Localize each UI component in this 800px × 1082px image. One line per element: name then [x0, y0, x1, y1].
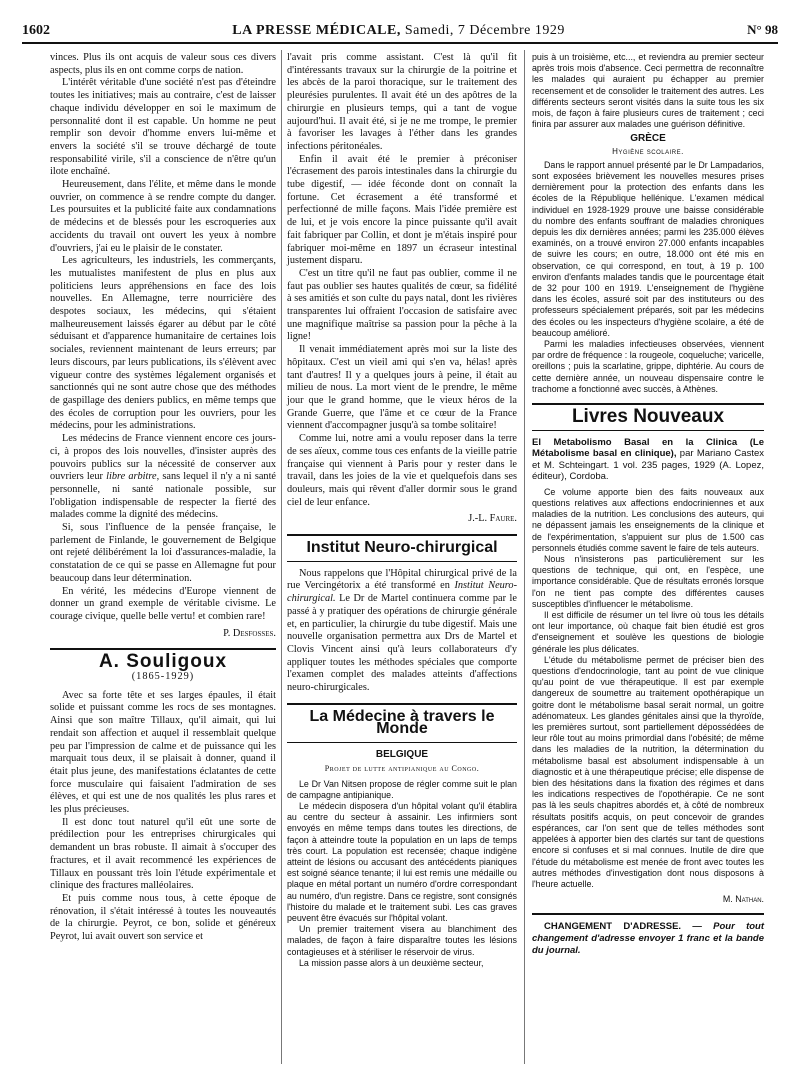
paragraph: Il est donc tout naturel qu'il eût une sorte de prédilection pour les entreprises chirurgicales qui demandent un bras robuste. Il aimait à s'occuper des fractures, et il avait recommencé les expériences de Tillaux en poussant très loin l'étude expérimentale et clinique des fractures malléolaires. [50, 816, 276, 892]
paragraph [287, 568, 517, 695]
journal-header [232, 23, 565, 39]
country-subheading: Projet de lutte antipianique au Congo. [324, 763, 480, 773]
paragraph: C'est un titre qu'il ne faut pas oublier, comme il ne faut pas oublier ses hautes qualités de cœur, sa fidélité à ses amitiés et son culte du pays natal, dont les rivières transparentes lui offraient l'occasion de satisfaire avec une magnifique maîtrise sa passion pour la pêche à la ligne! [287, 267, 517, 343]
change-of-address-notice [532, 921, 764, 956]
paragraph: l'avait pris comme assistant. C'est là qu'il fit d'intéressants travaux sur la chirurgie de la poitrine et les abcès de la paroi thoracique, sur le traitement des pleurésies purulentes. Il avait été un des apôtres de la chirurgie en plusieurs temps, qui a tant de vogue aujourd'hui. Il avait été, si je ne me trompe, le premier à favoriser les lavages à l'éther dans les grandes infections péritonéales. [287, 52, 517, 152]
text-run: Nous rappelons que l'Hôpital chirurgical privé de la rue Vercingétorix a été transformé en [287, 567, 517, 592]
text-run: Les médecins de France viennent encore ces jours-ci, à propos des lois nouvelles, d'insister auprès des pouvoirs publics sur la nécessité de conserver aux ouvriers leur [50, 433, 276, 483]
country-subheading: Hygiène scolaire. [612, 146, 684, 156]
issue-number: N° 98 [747, 22, 778, 37]
column-divider [281, 50, 282, 1064]
country-heading: GRÈCE [630, 133, 666, 145]
book-details: par Mariano Castex et M. Schteingart. 1 vol. 235 pages, 1929 (A. Lopez, éditeur), Cordoba. [532, 448, 764, 483]
section-title-monde: La Médecine à travers le Monde [309, 707, 495, 738]
section-title-institut: Institut Neuro-chirurgical [306, 539, 498, 557]
paragraph: L'intérêt véritable d'une société n'est pas d'éteindre toutes les initiatives; mais au contraire, c'est de laisser chaque individu développer en soi le maximum de personnalité dont il est capable. Un homme ne peut remplir son devoir d'homme envers lui-même et envers la société s'il se trouve déchargé de toute responsabilité virile, s'il a conscience de n'être qu'un ilote enchaîné. [50, 77, 276, 178]
section-rule [287, 742, 517, 743]
obituary-title: A. Souligoux [98, 651, 228, 673]
section-rule [50, 648, 276, 650]
column-right [532, 52, 764, 957]
section-rule [287, 534, 517, 536]
page-header [22, 22, 778, 44]
paragraph: puis à un troisième, etc..., et reviendra au premier secteur après trois mois d'absence. Ceci permettra de reconnaître les malades qui auraient pu échapper au premier recensement et de consolider le traitement des autres. Les différents secteurs seront visités dans la suite tous les six mois, de façon à faire plusieurs cures de traitement ; ceci finira par assurer aux malades une guérison définitive. [532, 52, 764, 130]
paragraph: Heureusement, dans l'élite, et même dans le monde ouvrier, on commence à se rendre compte du danger. Les poursuites et la publicité faite aux condamnations de médecins et de blessés pour les escroqueries aux accidents du travail ont ouvert les yeux à nombre d'ouvriers, j'ai eu le plaisir de le constater. [50, 179, 276, 254]
emphasis: libre arbitre, [106, 471, 160, 483]
book-title: El Metabolismo Basal en la Clinica (Le Métabolisme basal en clinique), [532, 436, 764, 460]
paragraph: La mission passe alors à un deuxième secteur, [299, 957, 484, 968]
news-block [532, 52, 764, 395]
column-divider [524, 50, 525, 1064]
paragraph: Si, sous l'influence de la pensée française, le parlement de Finlande, le gouvernement de Belgique ont rejeté délibérément la loi d'assurances-maladie, la constatation de ce qui se passe en Allemagne fut pour beaucoup dans leur détermination. [50, 522, 276, 584]
section-rule [532, 430, 764, 431]
paragraph: L'étude du métabolisme permet de préciser bien des questions d'endocrinologie, tant au point de vue clinique qu'au point de vue thérapeutique. Il est par exemple dangereux de soumettre au traitement opothérapique un goitre dont le métabolisme basal serait normal, un goitre adénomateux. Les glandes génitales ainsi que la thyroïde, les premières surtout, sont partiellement dépossédées de leur rôle tout au moins primordial dans l'obésité; de même dans les maladies de la nutrition, la détermination du métabolisme basal est absolument indispensable à un diagnostic et à une thérapeutique précise; elle dispense de bien des hésitations dans la fixation des régimes et dans les indications respectives de l'opothérapie. Ce ne sont pas là les seuls chapitres abordés et, à côté de nombreux résultats positifs acquis, on peut concevoir de grandes espérances, car l'on sent que de telles méthodes sont appelées à apporter bien des clartés sur tant de questions encore si confuses et si mal connues. Inutile de dire que l'étude du métabolisme est menée de front avec toutes les autres méthodes d'investigation dont nous disposons à l'heure actuelle. [532, 654, 764, 889]
paragraph: Ce volume apporte bien des faits nouveaux aux questions relatives aux affections endocriniennes et aux maladies de la nutrition. Les conclusions des auteurs, qui ne dépassent jamais les enseignements de la clinique et de l'expérimentation, s'appuient sur plus de 1.500 cas personnels étudiés comme savent le faire de tels auteurs. [532, 486, 764, 553]
page-number: 1602 [22, 23, 50, 38]
paragraph: Dans le rapport annuel présenté par le Dr Lampadarios, sont exposées brièvement les nouvelles mesures prises dernièrement pour la protection des enfants dans les écoles de la République hellénique. L'examen médical individuel en 1928-1929 prouve une baisse considérable du nombre des enfants souffrant de maladies chroniques depuis les dix dernières années; parmi les 235.000 élèves examinés, on a trouvé environ 27.000 enfants incapables de suivre les cours; en outre, 18.000 ont été mis en observation, ce qui correspond, en tout, à 19 p. 100 environ d'enfants malades tandis que le pourcentage était de 32 pour 100 en 1919. L'enseignement de l'hygiène dans les écoles, assuré soit par des instituteurs ou des professeurs spécialement préparés, soit par les médecins des écoles ou les inspecteurs d'hygiène scolaire, a été de beaucoup amélioré. [532, 159, 764, 338]
obituary-dates: (1865-1929) [131, 671, 195, 683]
paragraph: Avec sa forte tête et ses larges épaules, il était solide et puissant comme les rocs de ses montagnes. Ainsi que son maître Tillaux, qu'il aimait, qui lui rendait son affection et auquel il ressemblait quelque peu par l'impression de calme et de puissance qui les marquait tous deux, il se plaisait à donner, quand il était plus jeune, des manifestations éclatantes de cette force musculaire qui faisaient l'admiration de ses élèves, et qui est une de nos qualités les plus rares et les plus précieuses. [50, 689, 276, 816]
emphasis: Institut Neuro-chirurgical. [287, 580, 517, 605]
issue-date: Samedi, 7 Décembre 1929 [404, 23, 565, 38]
paragraph: Le médecin disposera d'un hôpital volant qu'il établira au centre du secteur à assainir. Les infirmiers sont envoyés en même temps dans toutes les directions, de façon à atteindre toute la population en un laps de temps très court. La population est recensée; chaque indigène atteint de lésions ou accusant des antécédents pianiques est soigné séance tenante; il lui est remis une médaille ou plaque en métal portant un numéro d'ordre correspondant au numéro, d'un registre. Dans ce registre, sont consignés l'histoire du malade et le traitement subi. Les cas graves peuvent être évacués sur l'hôpital volant. [287, 800, 517, 923]
book-citation [532, 437, 764, 483]
column-left [50, 52, 276, 944]
section-rule [532, 913, 764, 915]
paragraph [50, 433, 276, 522]
paragraph: Parmi les maladies infectieuses observées, viennent par ordre de fréquence : la rougeole, coqueluche; varicelle, oreillons ; puis la scarlatine, grippe, diphtérie. Au cours de cette dernière année, un nouveau dispensaire contre le trachome a fonctionné avec succès, à Athènes. [532, 339, 764, 394]
section-rule [532, 403, 764, 405]
paragraph: Nous n'insisterons pas particulièrement sur les questions de technique, qui ont, en l'espèce, une importance considérable. Que de résultats erronés lorsque l'on ne tient pas compte des différentes causes susceptibles d'influencer le métabolisme. [532, 554, 764, 609]
author-signature: P. Desfosses. [223, 627, 276, 639]
author-signature: J.-L. Faure. [468, 513, 517, 525]
column-middle [287, 52, 517, 969]
paragraph: Les agriculteurs, les industriels, les commerçants, les mutualistes manifestent de plus en plus aux politiciens leurs appréhensions en face des lois nouvelles. En Allemagne, terre nourricière des despotes sociaux, les médecins, qui s'étaient malheureusement laissés égarer au début par le côté séduisant et d'apparence humanitaire de certaines lois sociales, reviennent maintenant de leurs erreurs; par leurs discours, par leurs publications, ils s'élèvent avec vigueur contre des systèmes légalement organisés et sanctionnés qui ne sont autre chose que des méthodes de gaspillage des deniers publics, en même temps que des écoles de corruption pour les ouvriers, pour les médecins, pour les administrations. [50, 255, 276, 432]
paragraph: Enfin il avait été le premier à préconiser l'écrasement des parois intestinales dans la chirurgie du tube digestif, — idée féconde dont on connaît la fortune. Cet écrasement a été transformé et perfectionné de mille façons. Mais l'idée première est de lui, et je vois encore la pince puissante qu'il avait fait fabriquer par Collin, et dont je m'étais inspiré pour fabriquer moi-même en 1897 un écraseur intestinal justement disparu. [287, 153, 517, 267]
paragraph: Comme lui, notre ami a voulu reposer dans la terre de ses aïeux, comme tous ces enfants de la vieille patrie française qui viennent à Paris pour y rester dans le travail, dans les joies de la vie et quelquefois dans ses douleurs, mais qui rêvent d'aller dormir sous le grand ciel de leur enfance. [287, 433, 517, 508]
notice-label: CHANGEMENT D'ADRESSE. [544, 921, 682, 933]
notice-text: — Pour tout changement d'adresse envoyer 1 franc et la bande du journal. [532, 921, 764, 956]
section-rule [287, 561, 517, 562]
news-block [287, 779, 517, 969]
journal-title: LA PRESSE MÉDICALE, [232, 23, 401, 38]
paragraph: Un premier traitement visera au blanchiment des malades, de façon à faire disparaître toutes les lésions contagieuses et à stériliser le réservoir de virus. [287, 924, 517, 957]
paragraph: Et puis comme nous tous, à cette époque de rénovation, il s'était intéressé à toutes les nouveautés de la chirurgie. Peyrot, ce bon, solide et généreux Peyrot, lui avait ouvert son service et [50, 893, 276, 943]
paragraph: Il venait immédiatement après moi sur la liste des hôpitaux. C'est un vieil ami qui s'en va, hélas! après tant d'autres! Il y a quelques jours à peine, il était au milieu de nous. La mort vient de le prendre, le même jour que le grand homme, que le vieux héros de la Grande Guerre, que l'âme et ce cœur de la France viennent d'accompagner jusqu'à sa tombe solitaire! [287, 344, 517, 432]
book-review [532, 437, 764, 906]
paragraph: vinces. Plus ils ont acquis de valeur sous ces divers aspects, plus ils en ont comme corps de nation. [50, 52, 276, 76]
reviewer-signature: M. Nathan. [722, 894, 764, 905]
paragraph: Il est difficile de résumer un tel livre où tous les détails ont leur importance, où chaque fait bien étudié est gros d'enseignement et soulève les questions de biologie générale les plus délicates. [532, 610, 764, 654]
text-run: Le Dr de Martel continuera comme par le passé à y pratiquer des opérations de chirurgie générale et, en particulier, la chirurgie du tube digestif. Mais une nouvelle organisation permettra aux Drs de Martel et Clovis Vincent ainsi qu'à leurs collaborateurs d'y appliquer toutes les méthodes spéciales que comporte l'examen complet des malades atteints d'affections neuro-chirurgicales. [287, 593, 517, 694]
section-rule [287, 703, 517, 705]
section-title-livres: Livres Nouveaux [571, 406, 725, 428]
country-heading: BELGIQUE [375, 749, 429, 761]
text-run: sans lequel il n'y a ni santé personnelle, ni santé nationale possible, sur l'obligation indispensable de respecter la fierté des malades comme la dignité des médecins. [50, 471, 276, 521]
paragraph: Le Dr Van Nitsen propose de régler comme suit le plan de campagne antipianique. [287, 778, 517, 800]
paragraph: En vérité, les médecins d'Europe viennent de donner un grand exemple de véritable civisme. Le courage civique, quelle belle vertu! et combien rare! [50, 585, 276, 622]
